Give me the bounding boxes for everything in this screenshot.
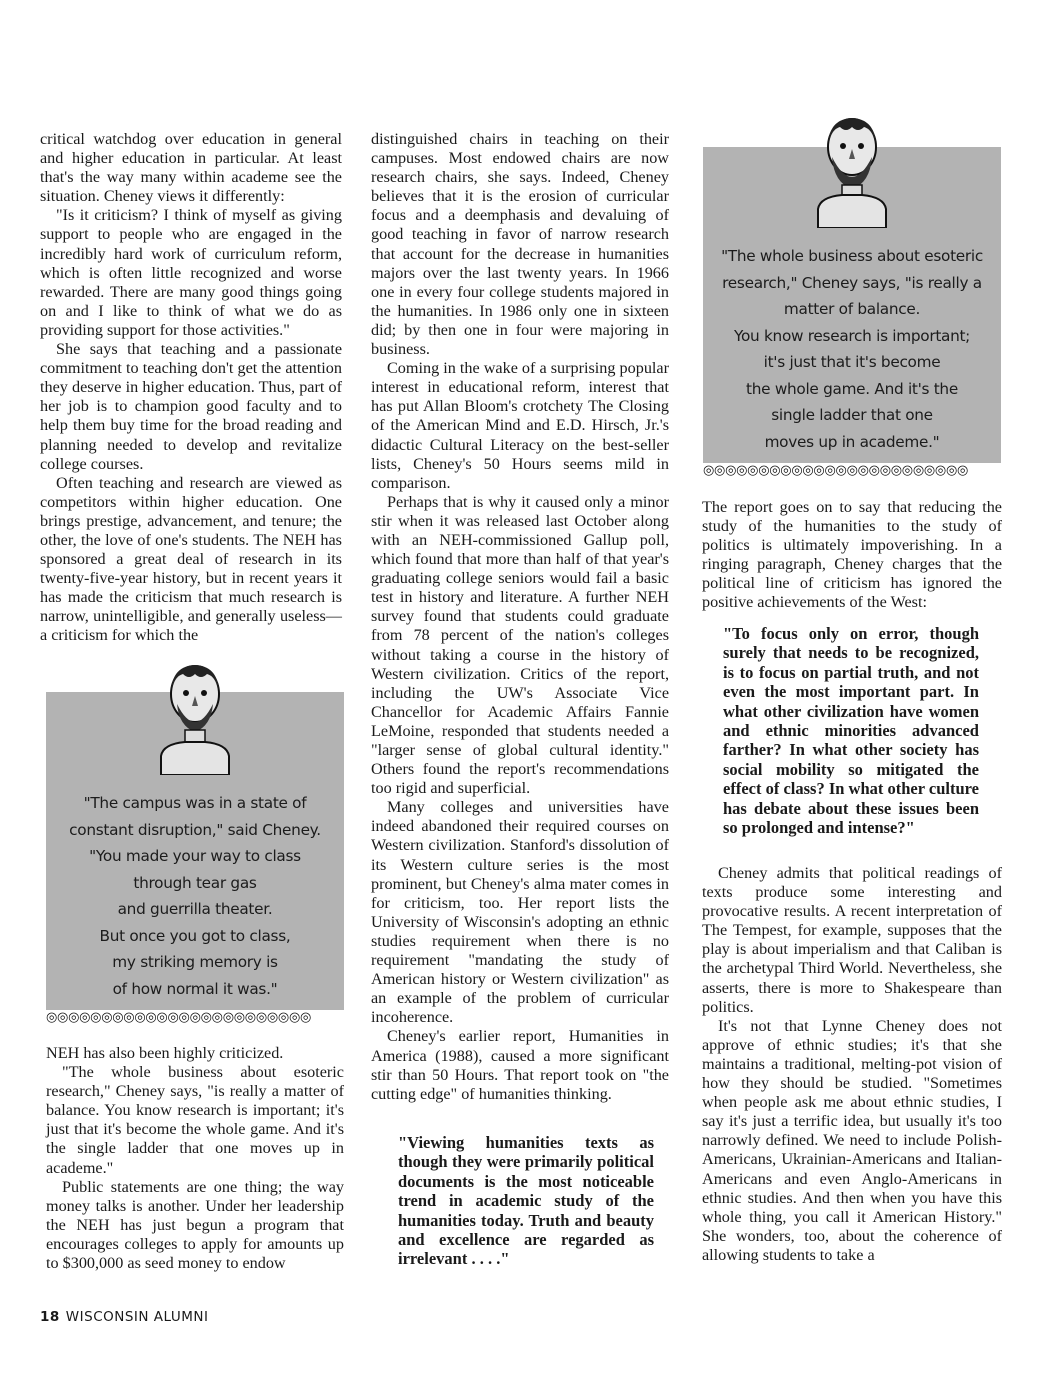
quote-line: "The whole business about esoteric [721, 247, 983, 265]
quote-line: my striking memory is [112, 953, 278, 971]
paragraph: The report goes on to say that reducing the study of the humanities to the study of politics is ultimately impoverishing. In a ringing paragraph, Cheney charges that the political line of criticism has ignored the positive achievements of the West: [702, 498, 1002, 612]
quote-line: and guerrilla theater. [117, 900, 273, 918]
quote-line: of how normal it was." [112, 979, 278, 998]
paragraph: Cheney's earlier report, Humanities in America (1988), caused a more significant stir than 50 Hours. That report took on "the cutting edge" of humanities thinking. [371, 1027, 669, 1103]
classical-bust-icon [155, 660, 235, 775]
publication-name: WISCONSIN ALUMNI [65, 1309, 209, 1325]
quote-line: moves up in academe." [764, 432, 940, 451]
quote-line: You know research is important; [733, 326, 971, 345]
quote-line: through tear gas [133, 873, 257, 892]
column-1-text [40, 130, 342, 646]
column-3-bottom-text [702, 864, 1002, 1265]
paragraph: Coming in the wake of a surprising popular interest in educational reform, interest that has put Allan Bloom's crotchety The Closing of the American Mind and E.D. Hirsch, Jr.'s didactic Cultural Literacy on the best-seller lists, Cheney's 50 Hours seems mild in comparison. [371, 359, 669, 492]
paragraph: NEH has also been highly criticized. [46, 1044, 284, 1062]
quote-line: "You made your way to class [89, 847, 301, 865]
paragraph: She says that teaching and a passionate commitment to teaching don't get the attention they deserve in higher education. Thus, part of her job is to champion good faculty and to help them buy time for the broad reading and planning needed to develop and revitalize college courses. [40, 340, 342, 473]
paragraph: It's not that Lynne Cheney does not approve of ethnic studies; it's that she maintains a traditional, melting-pot vision of how they should be studied. "Sometimes when people ask me about ethnic studies, I say it's just a terrific idea, but usually it's too narrowly defined. We need to include Polish-Americans, Ukrainian-Americans and Italian-Americans and even Anglo-Americans in ethnic studies. And then when you have this whole thing, you call it American History." She wonders, too, about the coherence of allowing students to take a [702, 1016, 1002, 1264]
paragraph: distinguished chairs in teaching on their campuses. Most endowed chairs are now research chairs, she says. Indeed, Cheney believes that it is the erosion of curricular focus and a deemphasis and devaluing of good teaching in favor of narrow research that account for the decrease in humanities majors over the last twenty years. In 1966 one in every four college students majored in the humanities. In 1986 only one in sixteen did; by then one in four were majoring in business. [371, 130, 669, 359]
quote-line: it's just that it's become [763, 353, 941, 371]
column-2-text [371, 130, 669, 1104]
paragraph: Cheney admits that political readings of texts produce some interesting and provocative results. A recent interpretation of The Tempest, for example, supposes that the play is about imperialism and that Caliban is the archetypal Third World. Nevertheless, she asserts, there is more to Shakespeare than politics. [702, 864, 1002, 1016]
page-number: 18 [40, 1309, 60, 1325]
classical-bust-icon [812, 113, 892, 228]
paragraph: "The whole business about esoteric research," Cheney says, "is really a matter of balance. You know research is important; it's just that it's become the whole game. And it's the single ladder that one moves up in academe." [46, 1063, 344, 1177]
quote-line: But once you got to class, [99, 926, 291, 945]
quote-line: single ladder that one [771, 406, 933, 424]
quote-line: constant disruption," said Cheney. [69, 820, 321, 839]
ornament-border: ◎◎◎◎◎◎◎◎◎◎◎◎◎◎◎◎◎◎◎◎◎◎◎◎ [703, 464, 969, 478]
column-1-bottom-text [46, 1044, 344, 1273]
paragraph: Many colleges and universities have indeed abandoned their required courses on Western civilization. Stanford's dissolution of its Western culture series is the most prominent, but Cheney's alma mater comes in for criticism, too. Her report lists the University of Wisconsin's adopting an ethnic studies requirement when there is no requirement "mandating the study of American history or Western civilization" as an example of the problem of curricular incoherence. [371, 798, 669, 1027]
callout-quote [703, 243, 1001, 455]
quote-line: matter of balance. [783, 300, 921, 318]
paragraph: Perhaps that is why it caused only a minor stir when it was released last October along with an NEH-commissioned Gallup poll, which found that more than half of that year's graduating college seniors would fail a basic test in history and literature. A further NEH survey found that students could graduate from 78 percent of the nation's colleges without taking a course in the history of Western civilization. Critics of the report, including the UW's Associate Vice Chancellor for Academic Affairs Fannie LeMoine, responded that students needed a "larger sense of global cultural identity." Others found the report's recommendations too rigid and superficial. [371, 492, 669, 798]
paragraph: "Is it criticism? I think of myself as giving support to people who are engaged in the incredibly hard work of curriculum reform, which is often little recognized and worse rewarded. There are many good things going on and I like to think of what we do as providing support for those activities." [40, 206, 342, 339]
ornament-border: ◎◎◎◎◎◎◎◎◎◎◎◎◎◎◎◎◎◎◎◎◎◎◎◎ [46, 1011, 312, 1025]
block-quote-humanities: "Viewing humanities texts as though they were primarily political documents is the most noticeable trend in academic study of the humanities today. Truth and beauty and excellence are regarded as irrelevant . . . ." [398, 1133, 654, 1269]
paragraph: critical watchdog over education in general and higher education in particular. At least that's the way many within academe see the situation. Cheney views it differently: [40, 130, 342, 206]
page-footer [40, 1309, 208, 1325]
paragraph: Public statements are one thing; the way money talks is another. Under her leadership the NEH has just begun a program that encourages colleges to apply for amounts up to $300,000 as seed money to endow [46, 1177, 344, 1273]
quote-line: research," Cheney says, "is really a [722, 273, 982, 292]
paragraph: Often teaching and research are viewed as competitors within higher education. One brings prestige, advancement, and tenure; the other, the love of one's students. The NEH has sponsored a great deal of research in its twenty-five-year history, but in recent years it has made the criticism that much research is narrow, unintelligible, and generally useless—a criticism for which the [40, 473, 342, 645]
block-quote-west: "To focus only on error, though surely that needs to be recognized, is to focus on partial truth, and not even the most important part. In what other civilization have women and ethnic minorities advanced farther? In what other society has social mobility so mitigated the effect of class? In what other culture has debate about these issues been so prolonged and intense?" [723, 624, 980, 838]
column-3-text [702, 498, 1002, 613]
quote-line: "The campus was in a state of [83, 794, 307, 812]
quote-line: the whole game. And it's the [746, 379, 958, 398]
callout-quote [46, 790, 344, 1002]
